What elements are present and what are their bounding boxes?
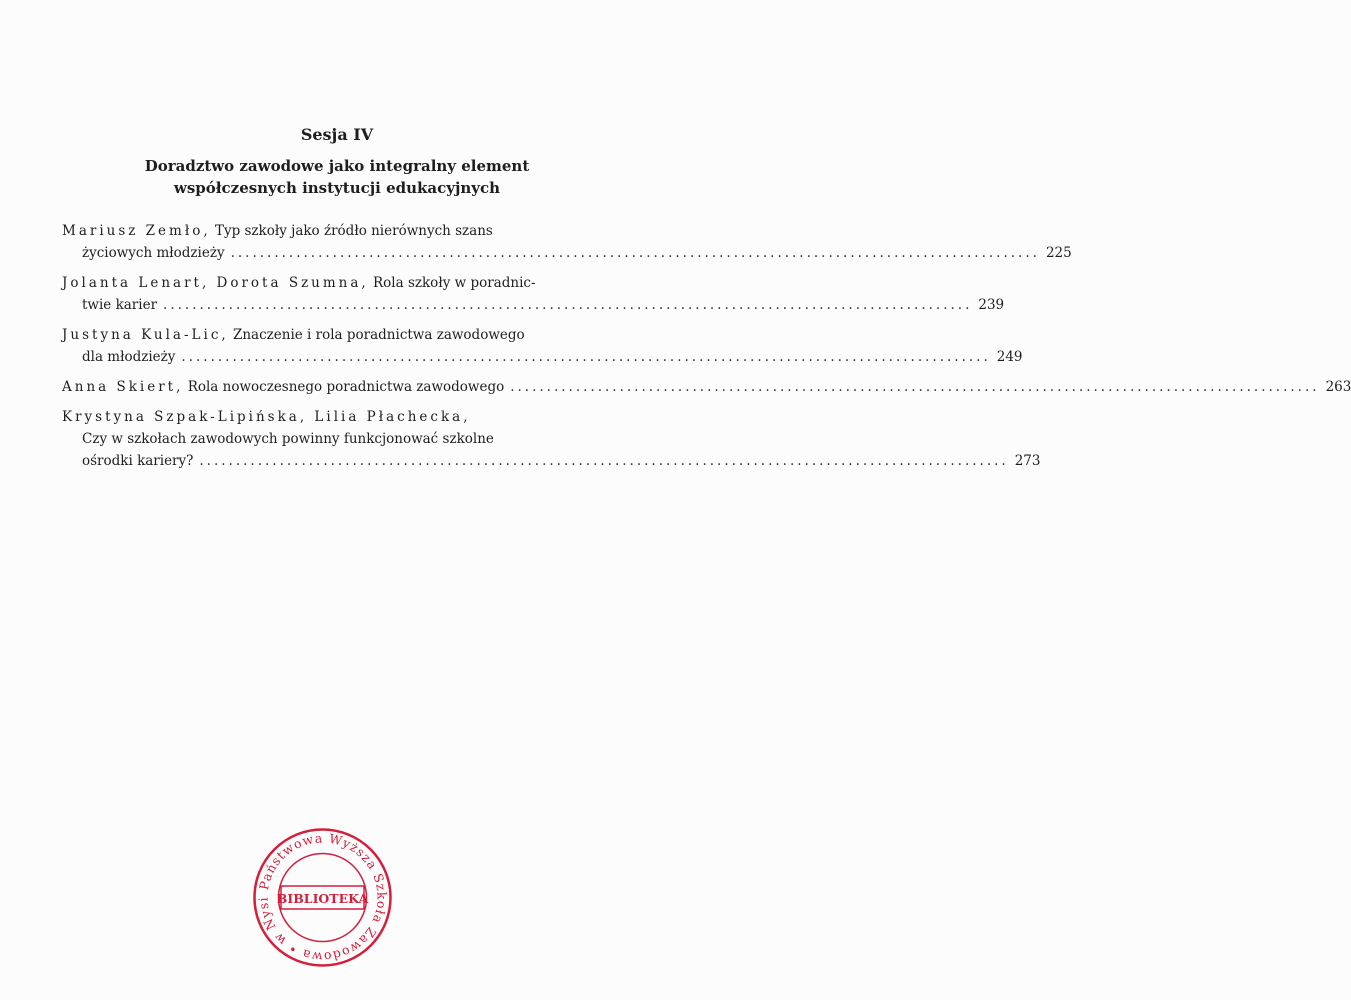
dot-leader: ............................................................................................................... <box>199 453 1009 469</box>
toc-entry <box>62 376 1351 398</box>
entry-title: Rola szkoły w poradnic- <box>373 275 536 291</box>
entry-title: Rola nowoczesnego poradnictwa zawodowego <box>187 379 505 395</box>
entry-authors: Justyna Kula-Lic, <box>62 327 229 343</box>
toc-entry <box>62 272 1005 316</box>
entry-title-continued: ośrodki kariery? <box>82 453 194 469</box>
entry-authors: Jolanta Lenart, Dorota Szumna, <box>62 275 369 291</box>
toc-entry <box>62 220 1072 264</box>
stamp-center-text: BIBLIOTEKA <box>276 891 369 906</box>
section-title: Sesja IV <box>300 125 374 144</box>
entry-authors: Mariusz Zemło, <box>62 223 211 239</box>
entry-authors: Anna Skiert, <box>62 379 184 395</box>
entry-title-continued: twie karier <box>82 297 158 313</box>
dot-leader: ............................................................................................................... <box>163 297 973 313</box>
entry-title: Czy w szkołach zawodowych powinny funkcjonować szkolne <box>82 431 494 447</box>
subtitle-line-2: współczesnych instytucji edukacyjnych <box>173 179 501 197</box>
entry-page-number: 263 <box>1325 379 1351 395</box>
entry-title-continued: dla młodzieży <box>82 349 176 365</box>
dot-leader: ............................................................................................................... <box>230 245 1040 261</box>
table-of-contents <box>62 220 1351 480</box>
entry-page-number: 239 <box>978 297 1005 313</box>
library-stamp <box>250 825 395 970</box>
entry-title-continued: życiowych młodzieży <box>82 245 225 261</box>
dot-leader: ............................................................................................................... <box>510 379 1320 395</box>
entry-title: Typ szkoły jako źródło nierównych szans <box>214 223 493 239</box>
stamp-ring-text: Państwowa Wyższa Szkoła Zawodowa • w Nysi <box>255 830 390 965</box>
toc-entry <box>62 324 1023 368</box>
subtitle-line-1: Doradztwo zawodowe jako integralny element <box>144 157 530 175</box>
entry-page-number: 249 <box>996 349 1023 365</box>
dot-leader: ............................................................................................................... <box>181 349 991 365</box>
entry-page-number: 273 <box>1014 453 1041 469</box>
entry-authors: Krystyna Szpak-Lipińska, Lilia Płachecka, <box>62 409 471 425</box>
entry-title: Znaczenie i rola poradnictwa zawodowego <box>232 327 525 343</box>
section-subtitle <box>0 155 674 199</box>
toc-entry <box>62 406 1041 472</box>
library-stamp-graphic <box>250 825 395 970</box>
entry-page-number: 225 <box>1045 245 1072 261</box>
